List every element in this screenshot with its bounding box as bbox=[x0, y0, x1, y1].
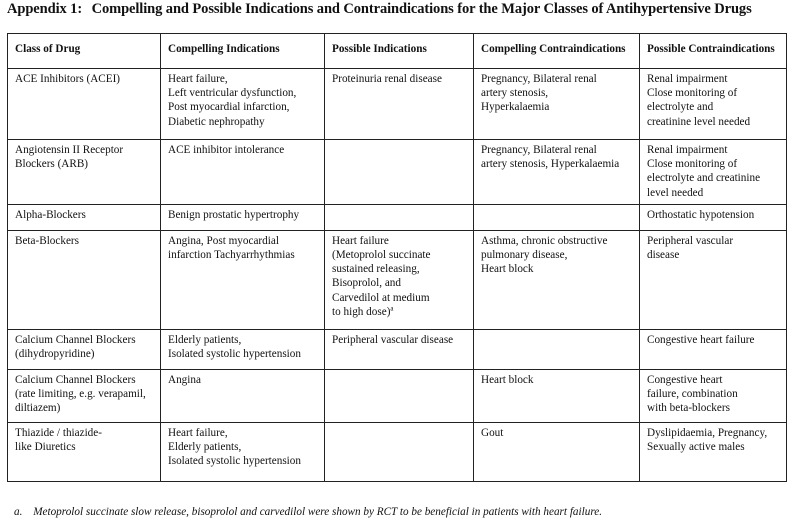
table-row bbox=[8, 140, 787, 205]
header-class-of-drug: Class of Drug bbox=[8, 34, 161, 69]
class-of-drug-cell bbox=[8, 230, 161, 329]
cell-line: electrolyte and creatinine bbox=[647, 172, 761, 185]
cell-line: ACE inhibitor intolerance bbox=[168, 144, 285, 156]
cell-line: Gout bbox=[481, 426, 504, 439]
antihypertensive-table bbox=[7, 33, 787, 482]
cell-line: Isolated systolic hypertension bbox=[168, 348, 301, 361]
cell-line: Elderly patients, bbox=[168, 333, 242, 346]
cell-line: Congestive heart failure bbox=[647, 333, 755, 346]
possible-indications-cell bbox=[325, 204, 474, 230]
cell-line: electrolyte and bbox=[647, 101, 714, 114]
cell-line: Heart block bbox=[481, 263, 534, 276]
cell-line: to high dose) bbox=[332, 305, 391, 318]
possible-indications-cell bbox=[325, 140, 474, 205]
cell-line: Post myocardial infarction, bbox=[168, 101, 290, 114]
cell-line: diltiazem) bbox=[15, 402, 61, 415]
cell-line: Isolated systolic hypertension bbox=[168, 455, 301, 468]
compelling-indications-cell bbox=[161, 329, 325, 369]
header-compelling-contraindications: Compelling Contraindications bbox=[474, 34, 640, 69]
cell-line: Heart failure, bbox=[168, 426, 228, 439]
compelling-contraindications-cell bbox=[474, 369, 640, 422]
cell-line: Diabetic nephropathy bbox=[168, 115, 265, 128]
class-of-drug-cell bbox=[8, 329, 161, 369]
compelling-indications-cell bbox=[161, 422, 325, 481]
header-compelling-indications: Compelling Indications bbox=[161, 34, 325, 69]
cell-line: Alpha-Blockers bbox=[15, 208, 86, 221]
table-row bbox=[8, 422, 787, 481]
cell-line: Asthma, chronic obstructive bbox=[481, 234, 608, 247]
cell-line: Orthostatic hypotension bbox=[647, 208, 755, 221]
possible-indications-cell bbox=[325, 329, 474, 369]
cell-line: Renal impairment bbox=[647, 73, 728, 85]
table-row bbox=[8, 204, 787, 230]
class-of-drug-cell bbox=[8, 204, 161, 230]
cell-line: Proteinuria renal disease bbox=[332, 73, 442, 85]
cell-line: Elderly patients, bbox=[168, 441, 242, 454]
cell-line: Bisoprolol, and bbox=[332, 277, 401, 290]
table-row bbox=[8, 69, 787, 140]
footnote bbox=[14, 506, 602, 518]
appendix-title bbox=[7, 1, 752, 18]
cell-line: Sexually active males bbox=[647, 441, 745, 454]
cell-line: Pregnancy, Bilateral renal bbox=[481, 73, 597, 85]
compelling-contraindications-cell bbox=[474, 230, 640, 329]
possible-indications-cell bbox=[325, 369, 474, 422]
cell-line: pulmonary disease, bbox=[481, 249, 568, 262]
cell-line: Angina, Post myocardial bbox=[168, 234, 279, 247]
possible-contraindications-cell bbox=[640, 69, 787, 140]
cell-line: (rate limiting, e.g. verapamil, bbox=[15, 388, 146, 401]
possible-contraindications-cell bbox=[640, 422, 787, 481]
cell-line: disease bbox=[647, 249, 680, 262]
cell-line: Calcium Channel Blockers bbox=[15, 373, 136, 386]
cell-line: Peripheral vascular bbox=[647, 234, 734, 247]
table-row bbox=[8, 369, 787, 422]
cell-line: Congestive heart bbox=[647, 373, 723, 386]
cell-line: Angiotensin II Receptor bbox=[15, 144, 124, 156]
compelling-indications-cell bbox=[161, 69, 325, 140]
cell-line: Peripheral vascular disease bbox=[332, 333, 454, 346]
cell-line: Hyperkalaemia bbox=[481, 101, 550, 114]
possible-indications-cell bbox=[325, 69, 474, 140]
cell-line: sustained releasing, bbox=[332, 263, 420, 276]
header-possible-contraindications: Possible Contraindications bbox=[640, 34, 787, 69]
cell-line: Carvedilol at medium bbox=[332, 291, 430, 304]
cell-line: Left ventricular dysfunction, bbox=[168, 87, 297, 100]
cell-line: Thiazide / thiazide- bbox=[15, 426, 102, 439]
footnote-reference: a bbox=[390, 304, 394, 313]
cell-line: (dihydropyridine) bbox=[15, 348, 95, 361]
cell-line: Pregnancy, Bilateral renal bbox=[481, 144, 597, 156]
cell-line: Beta-Blockers bbox=[15, 234, 79, 247]
cell-line: Close monitoring of bbox=[647, 87, 738, 100]
possible-contraindications-cell bbox=[640, 329, 787, 369]
footnote-mark: a. bbox=[14, 506, 23, 518]
cell-line: Dyslipidaemia, Pregnancy, bbox=[647, 426, 768, 439]
class-of-drug-cell bbox=[8, 140, 161, 205]
footnote-text: Metoprolol succinate slow release, bisoprolol and carvedilol were shown by RCT to be beneficial in patients with heart failure. bbox=[33, 506, 603, 518]
cell-line: with beta-blockers bbox=[647, 402, 730, 415]
cell-line: Angina bbox=[168, 373, 201, 386]
cell-line: Blockers (ARB) bbox=[15, 158, 89, 171]
cell-line: (Metoprolol succinate bbox=[332, 249, 431, 262]
possible-contraindications-cell bbox=[640, 140, 787, 205]
class-of-drug-cell bbox=[8, 69, 161, 140]
cell-line: Heart failure bbox=[332, 234, 389, 247]
appendix-label: Appendix 1: bbox=[7, 1, 83, 17]
possible-indications-cell bbox=[325, 230, 474, 329]
compelling-contraindications-cell bbox=[474, 204, 640, 230]
class-of-drug-cell bbox=[8, 422, 161, 481]
appendix-title-text: Compelling and Possible Indications and Contraindications for the Major Classes of Antihypertensive Drugs bbox=[91, 1, 752, 17]
header-possible-indications: Possible Indications bbox=[325, 34, 474, 69]
cell-line: Heart block bbox=[481, 373, 534, 386]
cell-line: Calcium Channel Blockers bbox=[15, 333, 136, 346]
cell-line: infarction Tachyarrhythmias bbox=[168, 249, 295, 262]
cell-line: like Diuretics bbox=[15, 441, 76, 454]
compelling-indications-cell bbox=[161, 369, 325, 422]
possible-indications-cell bbox=[325, 422, 474, 481]
cell-line: artery stenosis, Hyperkalaemia bbox=[481, 158, 620, 171]
table-header-row bbox=[8, 34, 787, 69]
table-row bbox=[8, 329, 787, 369]
possible-contraindications-cell bbox=[640, 369, 787, 422]
compelling-contraindications-cell bbox=[474, 140, 640, 205]
cell-line: failure, combination bbox=[647, 388, 738, 401]
possible-contraindications-cell bbox=[640, 204, 787, 230]
cell-line: artery stenosis, bbox=[481, 87, 549, 100]
compelling-contraindications-cell bbox=[474, 329, 640, 369]
cell-line: Renal impairment bbox=[647, 144, 728, 156]
cell-line: level needed bbox=[647, 186, 704, 199]
class-of-drug-cell bbox=[8, 369, 161, 422]
compelling-contraindications-cell bbox=[474, 422, 640, 481]
cell-line: Benign prostatic hypertrophy bbox=[168, 208, 300, 221]
cell-line: ACE Inhibitors (ACEI) bbox=[15, 73, 121, 85]
cell-line: Heart failure, bbox=[168, 73, 228, 85]
cell-line: creatinine level needed bbox=[647, 115, 751, 128]
compelling-indications-cell bbox=[161, 140, 325, 205]
possible-contraindications-cell bbox=[640, 230, 787, 329]
compelling-contraindications-cell bbox=[474, 69, 640, 140]
table-row bbox=[8, 230, 787, 329]
compelling-indications-cell bbox=[161, 204, 325, 230]
compelling-indications-cell bbox=[161, 230, 325, 329]
cell-line: Close monitoring of bbox=[647, 158, 738, 171]
